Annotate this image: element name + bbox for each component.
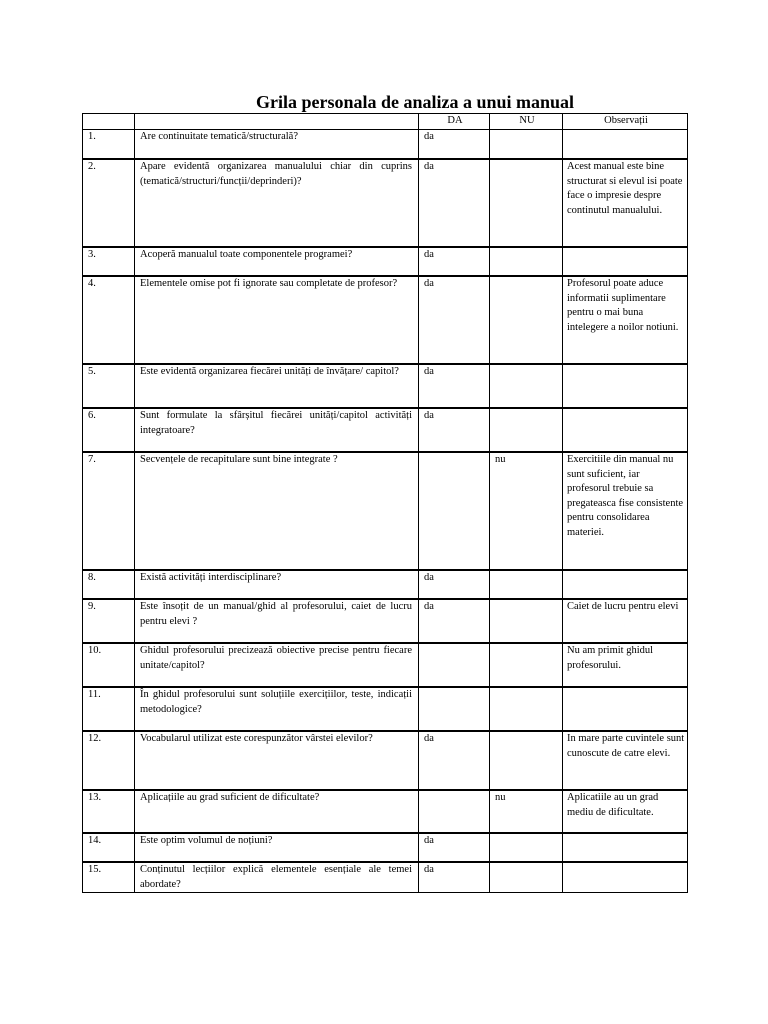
row-da: da [419,276,490,364]
row-number: 8. [83,570,135,599]
table-row [83,159,688,247]
row-number: 2. [83,159,135,247]
row-question: În ghidul profesorului sunt soluțiile exercițiilor, teste, indicații metodologice? [135,687,419,731]
row-nu [490,129,563,159]
row-number: 6. [83,408,135,452]
row-da: da [419,570,490,599]
row-observatii [563,833,688,862]
row-da: da [419,408,490,452]
row-nu [490,862,563,893]
row-observatii [563,408,688,452]
row-question: Acoperă manualul toate componentele programei? [135,247,419,276]
row-question: Sunt formulate la sfârșitul fiecărei unități/capitol activități integratoare? [135,408,419,452]
row-number: 13. [83,790,135,833]
table-row [83,570,688,599]
header-nu: NU [490,114,563,130]
row-da [419,452,490,570]
evaluation-table [82,113,688,893]
row-da: da [419,599,490,643]
table-row [83,129,688,159]
row-observatii [563,247,688,276]
header-da: DA [419,114,490,130]
table-row [83,452,688,570]
row-nu [490,247,563,276]
row-number: 9. [83,599,135,643]
row-question: Este însoțit de un manual/ghid al profesorului, caiet de lucru pentru elevi ? [135,599,419,643]
row-da [419,790,490,833]
row-nu [490,159,563,247]
row-observatii [563,862,688,893]
row-number: 4. [83,276,135,364]
row-question: Vocabularul utilizat este corespunzător vârstei elevilor? [135,731,419,790]
row-nu [490,833,563,862]
row-question: Conținutul lecțiilor explică elementele esențiale ale temei abordate? [135,862,419,893]
row-da: da [419,247,490,276]
row-observatii [563,687,688,731]
header-observatii: Observații [563,114,688,130]
row-da: da [419,833,490,862]
table-row [83,599,688,643]
row-observatii: Acest manual este bine structurat si elevul isi poate face o impresie despre continutul manualului. [563,159,688,247]
table-header-row [83,114,688,130]
row-number: 10. [83,643,135,687]
row-question: Aplicațiile au grad suficient de dificultate? [135,790,419,833]
row-question: Apare evidentă organizarea manualului chiar din cuprins (tematică/structuri/funcții/deprinderi)? [135,159,419,247]
row-da [419,643,490,687]
row-number: 3. [83,247,135,276]
row-question: Are continuitate tematică/structurală? [135,129,419,159]
table-row [83,643,688,687]
table-row [83,833,688,862]
row-question: Secvențele de recapitulare sunt bine integrate ? [135,452,419,570]
row-question: Ghidul profesorului precizează obiective precise pentru fiecare unitate/capitol? [135,643,419,687]
row-observatii [563,570,688,599]
document-title: Grila personala de analiza a unui manual [255,92,575,112]
row-observatii: Exercitiile din manual nu sunt suficient, iar profesorul trebuie sa pregateasca fise consistente pentru consolidarea materiei. [563,452,688,570]
row-number: 7. [83,452,135,570]
header-question [135,114,419,130]
row-observatii: In mare parte cuvintele sunt cunoscute de catre elevi. [563,731,688,790]
row-number: 15. [83,862,135,893]
row-nu [490,687,563,731]
header-number [83,114,135,130]
row-question: Există activități interdisciplinare? [135,570,419,599]
row-nu [490,408,563,452]
row-number: 14. [83,833,135,862]
row-observatii: Aplicatiile au un grad mediu de dificultate. [563,790,688,833]
table-row [83,790,688,833]
row-question: Este optim volumul de noțiuni? [135,833,419,862]
row-nu [490,276,563,364]
table-row [83,687,688,731]
row-da: da [419,159,490,247]
row-observatii [563,129,688,159]
row-da [419,687,490,731]
table-row [83,247,688,276]
row-nu [490,599,563,643]
row-da: da [419,862,490,893]
table-row [83,862,688,893]
table-row [83,364,688,408]
row-observatii: Caiet de lucru pentru elevi [563,599,688,643]
row-da: da [419,364,490,408]
table-row [83,276,688,364]
row-number: 5. [83,364,135,408]
row-nu [490,364,563,408]
row-observatii [563,364,688,408]
table-row [83,408,688,452]
row-nu: nu [490,452,563,570]
row-number: 1. [83,129,135,159]
table-row [83,731,688,790]
row-number: 11. [83,687,135,731]
row-question: Este evidentă organizarea fiecărei unități de învățare/ capitol? [135,364,419,408]
row-nu [490,731,563,790]
row-nu: nu [490,790,563,833]
row-number: 12. [83,731,135,790]
row-nu [490,570,563,599]
row-observatii: Profesorul poate aduce informatii suplimentare pentru o mai buna intelegere a noilor notiuni. [563,276,688,364]
row-observatii: Nu am primit ghidul profesorului. [563,643,688,687]
row-da: da [419,129,490,159]
row-nu [490,643,563,687]
row-da: da [419,731,490,790]
row-question: Elementele omise pot fi ignorate sau completate de profesor? [135,276,419,364]
